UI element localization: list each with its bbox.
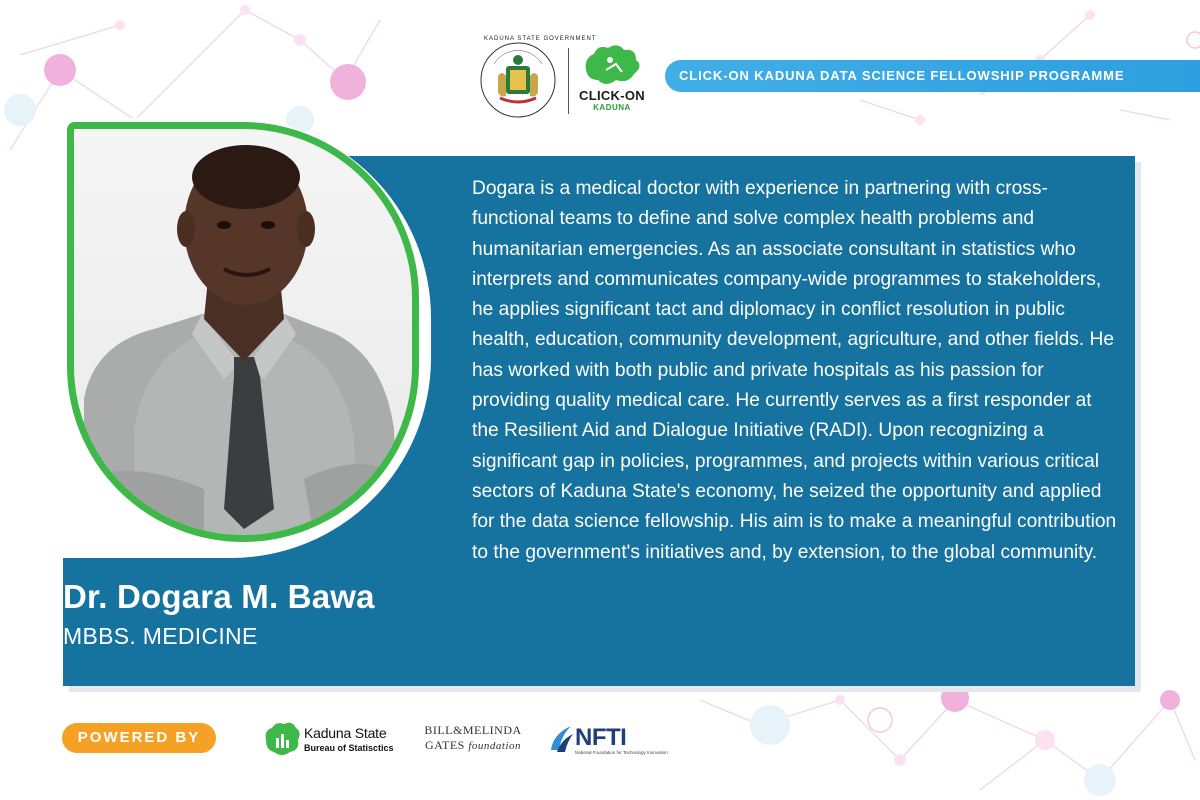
gates-foundation-logo (413, 723, 533, 759)
clickon-logo-subtext: KADUNA (593, 103, 631, 112)
person-silhouette (74, 129, 412, 535)
gates-line2 (413, 738, 533, 754)
kaduna-state-seal-icon (478, 40, 558, 120)
nfti-logo (547, 722, 668, 758)
clickon-kaduna-logo (576, 40, 648, 120)
seal-text: KADUNA STATE GOVERNMENT (484, 36, 597, 42)
ksbs-title: Kaduna State (304, 725, 387, 741)
ksbs-subtitle: Bureau of Statisctics (304, 743, 394, 753)
gates-line1: BILL&MELINDA (424, 723, 522, 737)
programme-banner: CLICK-ON KADUNA DATA SCIENCE FELLOWSHIP PROGRAMME (665, 60, 1200, 92)
person-degree: MBBS. MEDICINE (63, 623, 258, 649)
ksbs-map-icon (262, 720, 302, 758)
clickon-logo-text: CLICK-ON (579, 88, 645, 103)
nfti-swoosh-icon (547, 724, 575, 754)
person-name: Dr. Dogara M. Bawa (63, 578, 375, 615)
kaduna-bureau-statistics-logo (262, 720, 402, 760)
header-logos (478, 36, 648, 120)
powered-by-badge: POWERED BY (62, 723, 216, 753)
kaduna-map-icon (576, 40, 648, 90)
logo-divider (568, 48, 569, 114)
nfti-subtitle: National Foundation for Technology Innovation (575, 750, 668, 755)
nfti-text: NFTI (575, 724, 627, 751)
gates-foundation-word: foundation (468, 740, 521, 752)
profile-bio: Dogara is a medical doctor with experience in partnering with cross-functional teams to define and solve complex health problems and humanitarian emergencies. As an associate consultant in statistics who interprets and communicates company-wide programmes to stakeholders, he applies significant tact and diplomacy in conflict resolution in public health, education, community development, agriculture, and other fields. He has worked with both public and private hospitals as his passion for providing quality medical care. He currently serves as a first responder at the Resilient Aid and Dialogue Initiative (RADI). Upon recognizing a significant gap in policies, programmes, and projects within various critical sectors of Kaduna State's economy, he seized the opportunity and applied for the data science fellowship. His aim is to make a meaningful contribution to the government's initiatives and, by extension, to the global community. (472, 178, 1117, 563)
gates-name: GATES (424, 738, 465, 752)
profile-photo (74, 129, 412, 535)
